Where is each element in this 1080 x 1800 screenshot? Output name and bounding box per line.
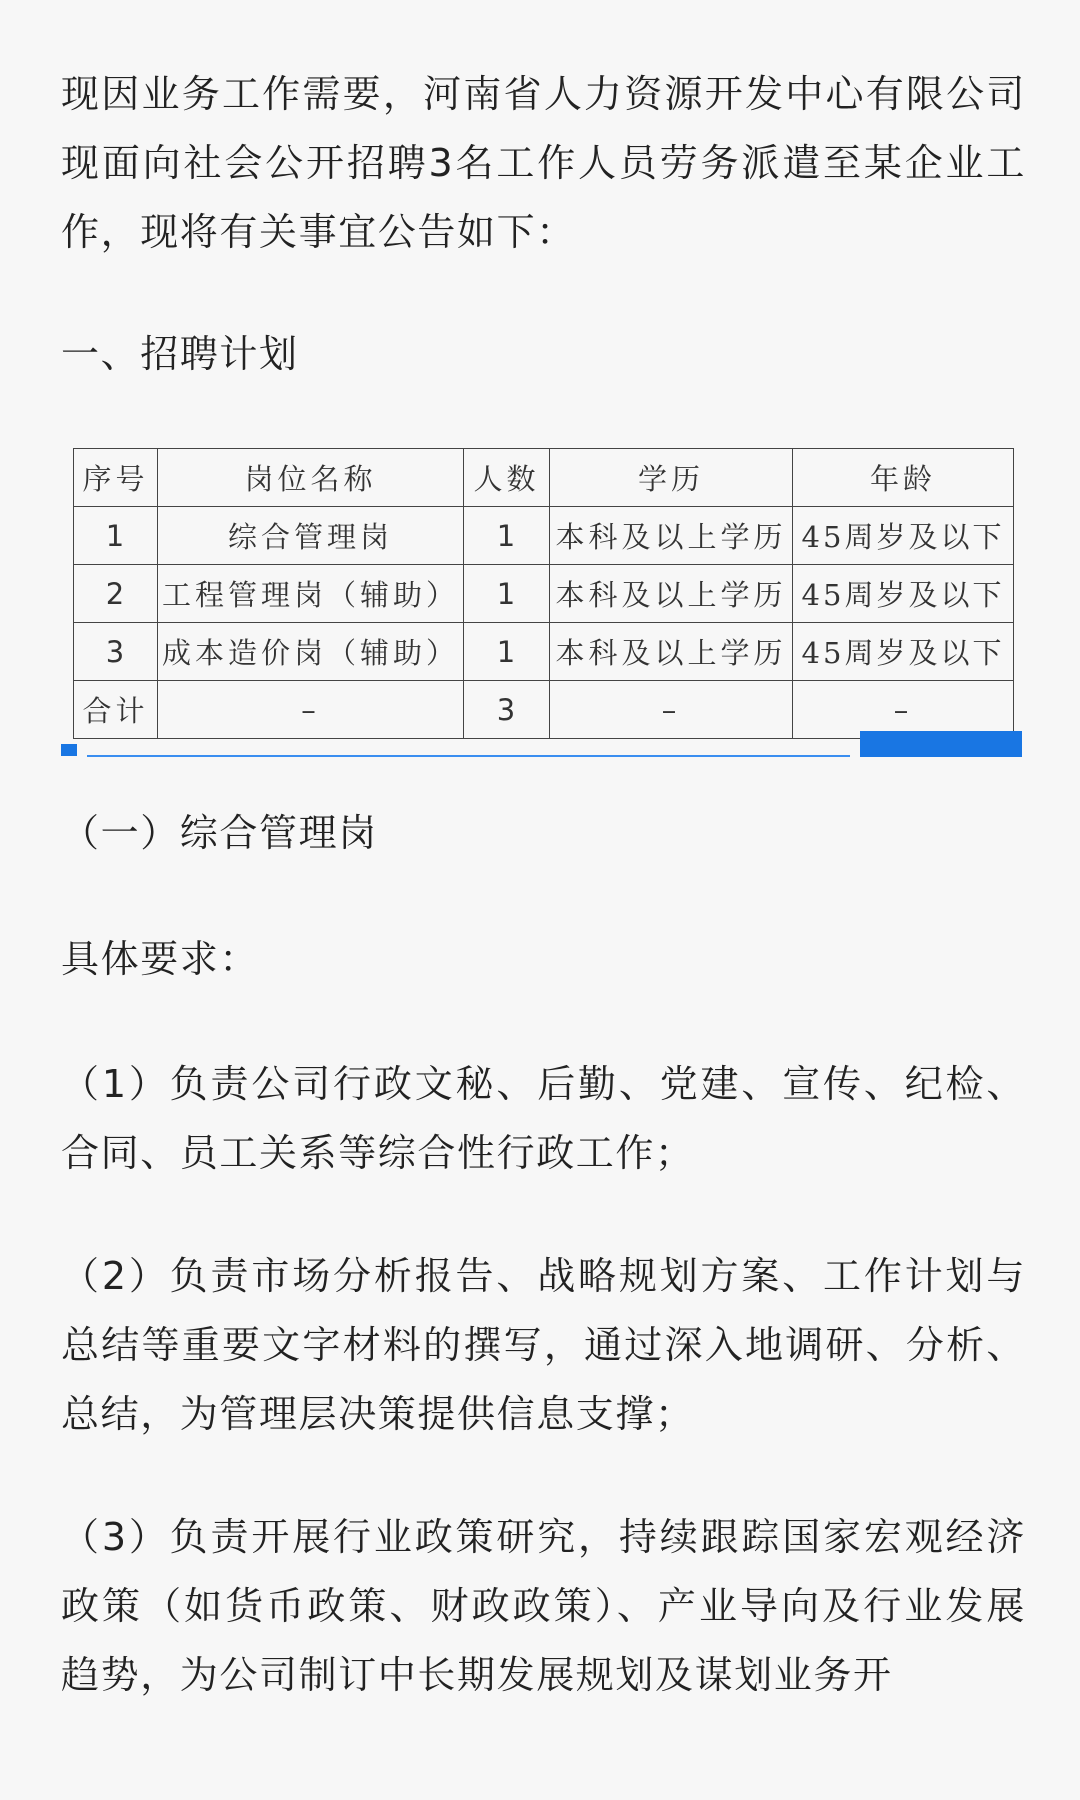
table-row bbox=[74, 623, 1014, 681]
requirement-item: （3）负责开展行业政策研究，持续跟踪国家宏观经济政策（如货币政策、财政政策）、产业导向及行业发展趋势，为公司制订中长期发展规划及谋划业务开 bbox=[61, 1515, 1026, 1697]
cell-age: 45周岁及以下 bbox=[793, 565, 1014, 623]
cell-total-age: – bbox=[793, 681, 1014, 739]
cell-position: 成本造价岗（辅助） bbox=[158, 623, 464, 681]
cell-total-label: 合计 bbox=[74, 681, 158, 739]
table-row bbox=[74, 507, 1014, 565]
selection-end-handle[interactable] bbox=[860, 731, 1022, 757]
header-index: 序号 bbox=[74, 449, 158, 507]
table-row bbox=[74, 565, 1014, 623]
header-count: 人数 bbox=[464, 449, 550, 507]
section-heading-recruitment-plan: 一、招聘计划 bbox=[61, 332, 299, 376]
cell-education: 本科及以上学历 bbox=[550, 507, 793, 565]
table-total-row bbox=[74, 681, 1014, 739]
table-header-row bbox=[74, 449, 1014, 507]
cell-position: 工程管理岗（辅助） bbox=[158, 565, 464, 623]
cell-position: 综合管理岗 bbox=[158, 507, 464, 565]
cell-total-count: 3 bbox=[464, 681, 550, 739]
intro-paragraph: 现因业务工作需要，河南省人力资源开发中心有限公司现面向社会公开招聘3名工作人员劳务派遣至某企业工作，现将有关事宜公告如下： bbox=[61, 72, 1026, 254]
cell-total-position: – bbox=[158, 681, 464, 739]
selection-underline bbox=[87, 755, 850, 757]
header-age: 年龄 bbox=[793, 449, 1014, 507]
subsection-heading-general-management: （一）综合管理岗 bbox=[61, 811, 378, 855]
requirement-item: （1）负责公司行政文秘、后勤、党建、宣传、纪检、合同、员工关系等综合性行政工作； bbox=[61, 1062, 1026, 1175]
cell-education: 本科及以上学历 bbox=[550, 565, 793, 623]
cell-index: 2 bbox=[74, 565, 158, 623]
header-position: 岗位名称 bbox=[158, 449, 464, 507]
cell-index: 3 bbox=[74, 623, 158, 681]
cell-count: 1 bbox=[464, 507, 550, 565]
requirements-label: 具体要求： bbox=[61, 937, 260, 981]
requirement-item: （2）负责市场分析报告、战略规划方案、工作计划与总结等重要文字材料的撰写，通过深入地调研、分析、总结，为管理层决策提供信息支撑； bbox=[61, 1254, 1026, 1436]
cell-education: 本科及以上学历 bbox=[550, 623, 793, 681]
cell-count: 1 bbox=[464, 623, 550, 681]
cell-index: 1 bbox=[74, 507, 158, 565]
recruitment-plan-table bbox=[73, 448, 1014, 739]
cell-count: 1 bbox=[464, 565, 550, 623]
cell-age: 45周岁及以下 bbox=[793, 623, 1014, 681]
cell-total-education: – bbox=[550, 681, 793, 739]
selection-start-handle[interactable] bbox=[61, 744, 77, 756]
cell-age: 45周岁及以下 bbox=[793, 507, 1014, 565]
header-education: 学历 bbox=[550, 449, 793, 507]
